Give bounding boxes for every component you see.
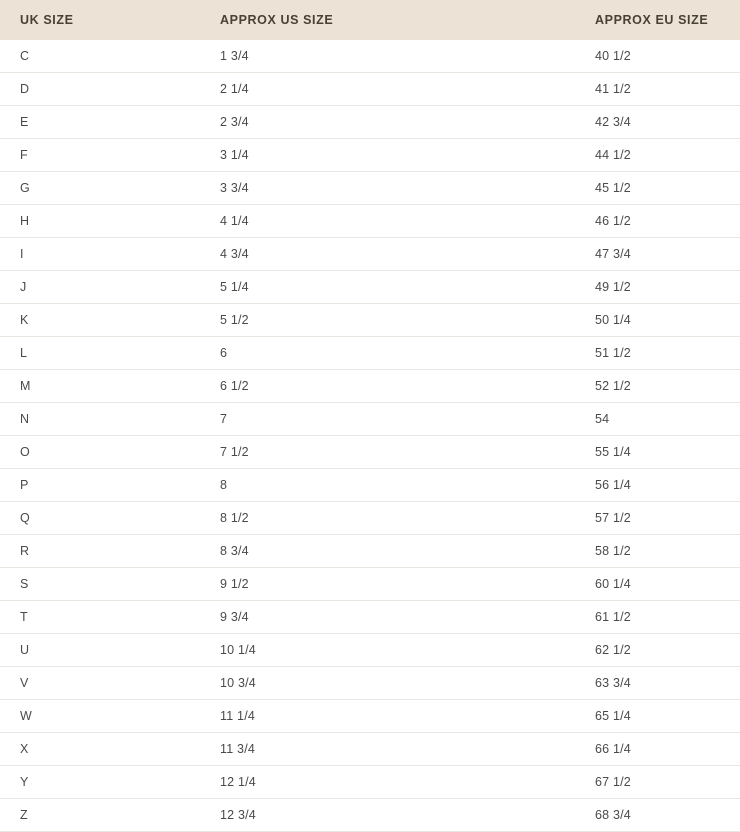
cell-eu-size: 51 1/2 (575, 337, 740, 370)
cell-eu-size: 62 1/2 (575, 634, 740, 667)
cell-uk-size: N (0, 403, 200, 436)
table-row (0, 40, 740, 73)
cell-eu-size: 45 1/2 (575, 172, 740, 205)
cell-uk-size: E (0, 106, 200, 139)
table-header (0, 0, 740, 40)
cell-eu-size: 68 3/4 (575, 799, 740, 832)
table-row (0, 337, 740, 370)
table-header-row (0, 0, 740, 40)
cell-uk-size: G (0, 172, 200, 205)
cell-eu-size: 47 3/4 (575, 238, 740, 271)
cell-uk-size: J (0, 271, 200, 304)
table-row (0, 700, 740, 733)
cell-us-size: 11 3/4 (200, 733, 575, 766)
cell-us-size: 9 3/4 (200, 601, 575, 634)
cell-uk-size: I (0, 238, 200, 271)
cell-eu-size: 52 1/2 (575, 370, 740, 403)
cell-eu-size: 54 (575, 403, 740, 436)
cell-us-size: 9 1/2 (200, 568, 575, 601)
cell-eu-size: 44 1/2 (575, 139, 740, 172)
cell-eu-size: 55 1/4 (575, 436, 740, 469)
cell-eu-size: 42 3/4 (575, 106, 740, 139)
table-row (0, 733, 740, 766)
cell-us-size: 6 (200, 337, 575, 370)
column-header-uk-size: UK SIZE (0, 0, 200, 40)
cell-us-size: 8 (200, 469, 575, 502)
table-row (0, 469, 740, 502)
table-row (0, 799, 740, 832)
cell-uk-size: Z (0, 799, 200, 832)
cell-us-size: 3 1/4 (200, 139, 575, 172)
table-body (0, 40, 740, 832)
cell-uk-size: Y (0, 766, 200, 799)
cell-uk-size: V (0, 667, 200, 700)
table-row (0, 535, 740, 568)
cell-uk-size: X (0, 733, 200, 766)
cell-uk-size: S (0, 568, 200, 601)
table-row (0, 172, 740, 205)
table-row (0, 601, 740, 634)
table-row (0, 436, 740, 469)
cell-us-size: 3 3/4 (200, 172, 575, 205)
table-row (0, 271, 740, 304)
table-row (0, 139, 740, 172)
table-row (0, 304, 740, 337)
cell-uk-size: T (0, 601, 200, 634)
cell-eu-size: 65 1/4 (575, 700, 740, 733)
cell-us-size: 10 1/4 (200, 634, 575, 667)
cell-uk-size: D (0, 73, 200, 106)
cell-eu-size: 63 3/4 (575, 667, 740, 700)
column-header-eu-size: APPROX EU SIZE (575, 0, 740, 40)
cell-eu-size: 67 1/2 (575, 766, 740, 799)
table-row (0, 634, 740, 667)
cell-eu-size: 58 1/2 (575, 535, 740, 568)
table-row (0, 502, 740, 535)
cell-us-size: 8 3/4 (200, 535, 575, 568)
cell-us-size: 2 1/4 (200, 73, 575, 106)
cell-us-size: 1 3/4 (200, 40, 575, 73)
cell-uk-size: K (0, 304, 200, 337)
table-row (0, 766, 740, 799)
cell-eu-size: 60 1/4 (575, 568, 740, 601)
table-row (0, 667, 740, 700)
cell-eu-size: 57 1/2 (575, 502, 740, 535)
cell-eu-size: 46 1/2 (575, 205, 740, 238)
cell-uk-size: R (0, 535, 200, 568)
cell-uk-size: W (0, 700, 200, 733)
cell-uk-size: L (0, 337, 200, 370)
cell-us-size: 8 1/2 (200, 502, 575, 535)
cell-uk-size: F (0, 139, 200, 172)
table-row (0, 238, 740, 271)
cell-us-size: 4 1/4 (200, 205, 575, 238)
cell-eu-size: 49 1/2 (575, 271, 740, 304)
table-row (0, 370, 740, 403)
table-row (0, 403, 740, 436)
cell-us-size: 6 1/2 (200, 370, 575, 403)
cell-us-size: 11 1/4 (200, 700, 575, 733)
table-row (0, 568, 740, 601)
cell-us-size: 7 1/2 (200, 436, 575, 469)
table-row (0, 205, 740, 238)
cell-uk-size: P (0, 469, 200, 502)
cell-us-size: 5 1/2 (200, 304, 575, 337)
cell-uk-size: C (0, 40, 200, 73)
cell-eu-size: 50 1/4 (575, 304, 740, 337)
cell-us-size: 4 3/4 (200, 238, 575, 271)
table-row (0, 106, 740, 139)
cell-us-size: 7 (200, 403, 575, 436)
cell-us-size: 12 1/4 (200, 766, 575, 799)
cell-uk-size: Q (0, 502, 200, 535)
cell-eu-size: 40 1/2 (575, 40, 740, 73)
cell-us-size: 2 3/4 (200, 106, 575, 139)
cell-uk-size: O (0, 436, 200, 469)
cell-uk-size: U (0, 634, 200, 667)
cell-eu-size: 61 1/2 (575, 601, 740, 634)
cell-us-size: 5 1/4 (200, 271, 575, 304)
cell-uk-size: M (0, 370, 200, 403)
column-header-us-size: APPROX US SIZE (200, 0, 575, 40)
cell-eu-size: 56 1/4 (575, 469, 740, 502)
cell-eu-size: 41 1/2 (575, 73, 740, 106)
cell-eu-size: 66 1/4 (575, 733, 740, 766)
cell-us-size: 12 3/4 (200, 799, 575, 832)
cell-uk-size: H (0, 205, 200, 238)
table-row (0, 73, 740, 106)
cell-us-size: 10 3/4 (200, 667, 575, 700)
